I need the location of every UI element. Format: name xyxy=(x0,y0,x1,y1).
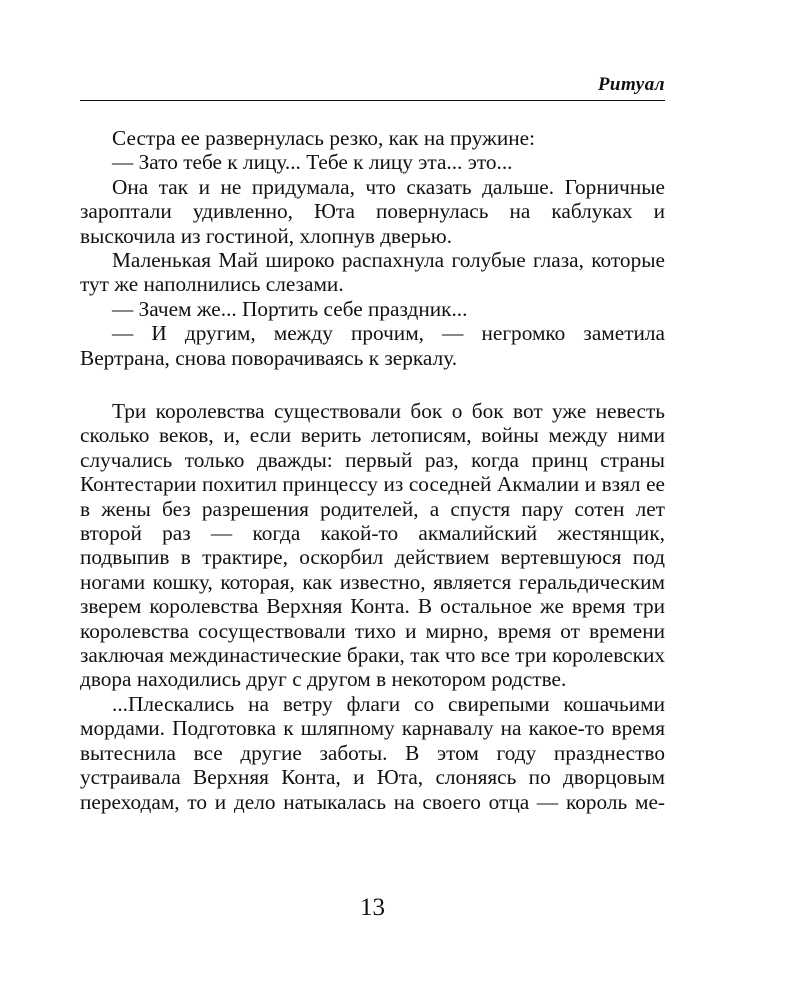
paragraph: — Зачем же... Портить себе праздник... xyxy=(112,296,468,321)
paragraph: Маленькая Май широко распахнула голубые глаза, которые тут же наполнились слезами. xyxy=(80,248,665,297)
paragraph: Три королевства существовали бок о бок вот уже невесть сколько веков, и, если верить летописям, войны между ними случались только дважды: первый раз, когда принц страны Контестарии похитил принцессу из соседней Акмалии и взял ее в жены без разрешения родителей, а спустя пару сотен лет второй раз — когда какой-то акмалийский жестянщик, подвыпив в трактире, оскорбил действием вертевшуюся под ногами кошку, которая, как известно, является геральдическим зверем королевства Верхняя Конта. В остальное же время три королевства сосуществовали тихо и мирно, время от времени заключая междинастические браки, так что все три королевских двора находились друг с другом в некотором родстве. xyxy=(80,399,665,692)
book-page xyxy=(80,0,665,1000)
page-number: 13 xyxy=(360,894,385,921)
running-head: Ритуал xyxy=(597,74,665,95)
paragraph: — Зато тебе к лицу... Тебе к лицу эта... это... xyxy=(112,150,513,175)
text-block-narrative xyxy=(80,399,665,814)
paragraph: ...Плескались на ветру флаги со свирепыми кошачьими мордами. Подготовка к шляпному карнавалу на какое-то время вытеснила все другие заботы. В этом году празднество устраивала Верхняя Конта, и Юта, слоняясь по дворцовым переходам, то и дело натыкалась на своего отца — король ме- xyxy=(80,691,665,814)
paragraph: Сестра ее развернулась резко, как на пружине: xyxy=(112,126,536,150)
paragraph: Она так и не придумала, что сказать дальше. Горничные зароптали удивленно, Юта повернулась на каблуках и выскочила из гостиной, хлопнув дверью. xyxy=(80,174,665,248)
paragraph: — И другим, между прочим, — негромко заметила Вертрана, снова поворачиваясь к зеркалу. xyxy=(80,321,665,370)
text-block-dialogue xyxy=(80,126,665,370)
header-rule xyxy=(80,100,665,101)
